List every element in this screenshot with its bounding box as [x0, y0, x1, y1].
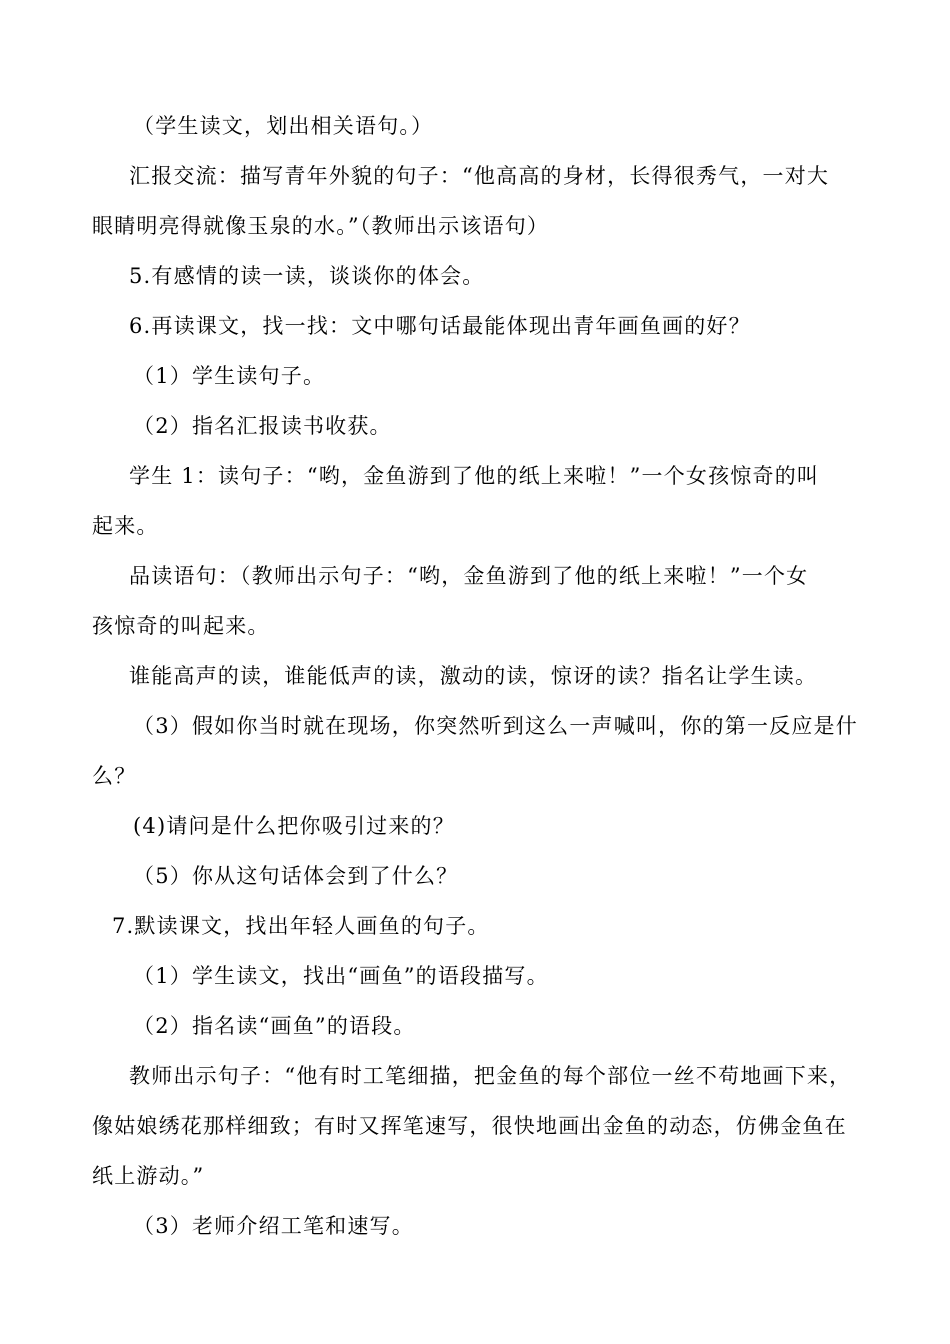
text-line-12: 谁能高声的读，谁能低声的读，激动的读，惊讶的读？指名让学生读。 — [129, 664, 818, 688]
text-line-17: 7.默读课文，找出年轻人画鱼的句子。 — [112, 914, 490, 938]
text-line-8: 学生 1：读句子：“哟，金鱼游到了他的纸上来啦！”一个女孩惊奇的叫 — [129, 464, 820, 488]
text-line-13: （3）假如你当时就在现场，你突然听到这么一声喊叫，你的第一反应是什 — [133, 714, 858, 738]
text-line-18: （1）学生读文，找出“画鱼”的语段描写。 — [133, 964, 549, 988]
text-line-2: 汇报交流：描写青年外貌的句子：“他高高的身材，长得很秀气，一对大 — [129, 164, 830, 188]
text-line-21: 像姑娘绣花那样细致；有时又挥笔速写，很快地画出金鱼的动态，仿佛金鱼在 — [92, 1114, 847, 1138]
text-line-22: 纸上游动。” — [92, 1164, 205, 1188]
text-line-7: （2）指名汇报读书收获。 — [133, 414, 392, 438]
text-line-11: 孩惊奇的叫起来。 — [92, 614, 270, 638]
text-line-20: 教师出示句子：“他有时工笔细描，把金鱼的每个部位一丝不苟地画下来， — [129, 1064, 852, 1088]
text-line-6: （1）学生读句子。 — [133, 364, 326, 388]
text-line-1: （学生读文，划出相关语句。） — [133, 114, 434, 138]
text-line-19: （2）指名读“画鱼”的语段。 — [133, 1014, 416, 1038]
text-line-5: 6.再读课文，找一找：文中哪句话最能体现出青年画鱼画的好？ — [129, 314, 751, 338]
text-line-14: 么？ — [92, 764, 137, 788]
text-line-16: （5）你从这句话体会到了什么？ — [133, 864, 459, 888]
text-line-3: 眼睛明亮得就像玉泉的水。”（教师出示该语句） — [92, 214, 550, 238]
text-line-23: （3）老师介绍工笔和速写。 — [133, 1214, 414, 1238]
text-line-4: 5.有感情的读一读，谈谈你的体会。 — [129, 264, 485, 288]
text-line-10: 品读语句：（教师出示句子：“哟，金鱼游到了他的纸上来啦！”一个女 — [129, 564, 809, 588]
text-line-9: 起来。 — [92, 514, 159, 538]
text-line-15: (4)请问是什么把你吸引过来的？ — [133, 814, 455, 838]
